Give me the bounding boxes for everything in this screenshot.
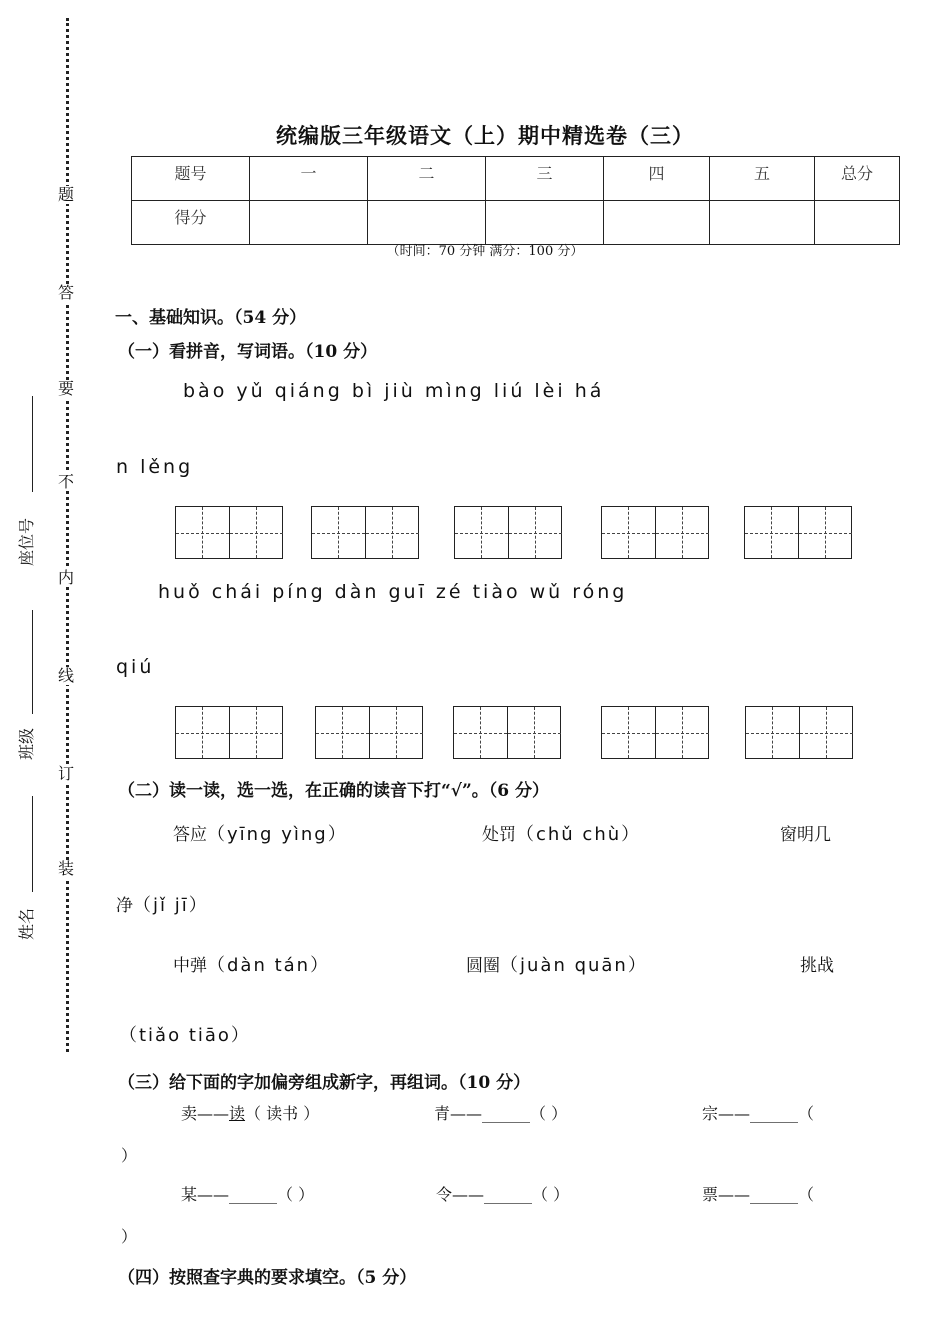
writing-box[interactable]: [601, 506, 709, 559]
writing-box[interactable]: [311, 506, 419, 559]
score-cell[interactable]: [815, 201, 900, 245]
choice-item: [482, 820, 641, 846]
part-3-title: （三）给下面的字加偏旁组成新字，再组词。（10 分）: [118, 1073, 531, 1093]
score-header: 三: [486, 157, 604, 201]
binding-char: 装: [58, 859, 75, 878]
score-header: 五: [710, 157, 815, 201]
word: 圆圈: [466, 956, 500, 976]
writing-box[interactable]: [175, 706, 283, 759]
word: 处罚: [482, 825, 516, 845]
word: 净: [116, 896, 133, 916]
name-label: 姓名: [17, 907, 36, 940]
pinyin-options[interactable]: （jǐ jī）: [133, 895, 209, 916]
score-header: 四: [604, 157, 710, 201]
pinyin-row-2-cont: qiú: [116, 656, 155, 678]
binding-char: 要: [58, 379, 75, 398]
pinyin-options[interactable]: （juàn quān）: [500, 955, 648, 976]
score-table: [131, 156, 900, 245]
choice-item: [116, 891, 209, 917]
writing-box[interactable]: [315, 706, 423, 759]
binding-char: 内: [58, 568, 75, 587]
part-1-title: （一）看拼音，写词语。（10 分）: [118, 342, 378, 362]
pinyin-row-2: huǒ chái píng dàn guī zé tiào wǔ róng: [158, 581, 628, 603]
binding-char: 不: [58, 472, 75, 491]
section-1-title: 一、基础知识。（54 分）: [115, 308, 307, 328]
score-row-label: 得分: [132, 201, 250, 245]
name-line: [32, 796, 33, 892]
writing-box[interactable]: [453, 706, 561, 759]
pinyin-options[interactable]: （dàn tán）: [207, 955, 331, 976]
word: 挑战: [800, 956, 834, 976]
binding-dotted-line: [66, 18, 69, 1052]
class-line: [32, 610, 33, 714]
choice-item: [173, 820, 348, 846]
word: 中弹: [173, 956, 207, 976]
score-cell[interactable]: [710, 201, 815, 245]
radical-item[interactable]: 票——______（: [702, 1185, 815, 1204]
radical-item[interactable]: 青——______（ ）: [434, 1104, 568, 1123]
score-header: 总分: [815, 157, 900, 201]
seat-number-label: 座位号: [17, 517, 36, 566]
writing-box[interactable]: [454, 506, 562, 559]
writing-box[interactable]: [601, 706, 709, 759]
class-label: 班级: [17, 727, 36, 760]
binding-char: 题: [58, 185, 75, 204]
binding-char: 答: [58, 283, 75, 302]
part-4-title: （四）按照查字典的要求填空。（5 分）: [118, 1268, 417, 1288]
exam-info: （时间：70 分钟 满分：100 分）: [386, 244, 584, 259]
pinyin-row-1-cont: n lěng: [116, 456, 194, 478]
score-cell[interactable]: [486, 201, 604, 245]
score-table-header-row: [132, 157, 900, 201]
score-header: 一: [250, 157, 368, 201]
close-paren: ）: [121, 1227, 138, 1246]
word: 答应: [173, 825, 207, 845]
score-header: 题号: [132, 157, 250, 201]
choice-item: [173, 951, 330, 977]
page-title: 统编版三年级语文（上）期中精选卷（三）: [276, 123, 694, 148]
score-cell[interactable]: [250, 201, 368, 245]
score-cell[interactable]: [368, 201, 486, 245]
writing-box[interactable]: [745, 706, 853, 759]
word: 窗明几: [780, 825, 831, 845]
writing-box[interactable]: [744, 506, 852, 559]
score-table-row: [132, 201, 900, 245]
pinyin-options[interactable]: （yīng yìng）: [207, 824, 348, 845]
choice-item: [466, 951, 648, 977]
pinyin-row-1: bào yǔ qiáng bì jiù mìng liú lèi há: [183, 380, 605, 402]
seat-number-line: [32, 396, 33, 492]
score-header: 二: [368, 157, 486, 201]
close-paren: ）: [121, 1146, 138, 1165]
answer-char[interactable]: 读: [229, 1104, 246, 1123]
radical-item[interactable]: 宗——______（: [702, 1104, 815, 1123]
pinyin-options[interactable]: （chǔ chù）: [516, 824, 642, 845]
writing-box[interactable]: [175, 506, 283, 559]
part-2-title: （二）读一读，选一选，在正确的读音下打“√”。（6 分）: [118, 781, 549, 801]
binding-char: 线: [58, 666, 75, 685]
pinyin-options[interactable]: （tiǎo tiāo）: [119, 1025, 251, 1046]
radical-item: 卖——读（ 读书 ）: [181, 1104, 320, 1123]
score-cell[interactable]: [604, 201, 710, 245]
binding-char: 订: [58, 764, 75, 783]
radical-item[interactable]: 令——______（ ）: [436, 1185, 570, 1204]
radical-item[interactable]: 某——______（ ）: [181, 1185, 315, 1204]
